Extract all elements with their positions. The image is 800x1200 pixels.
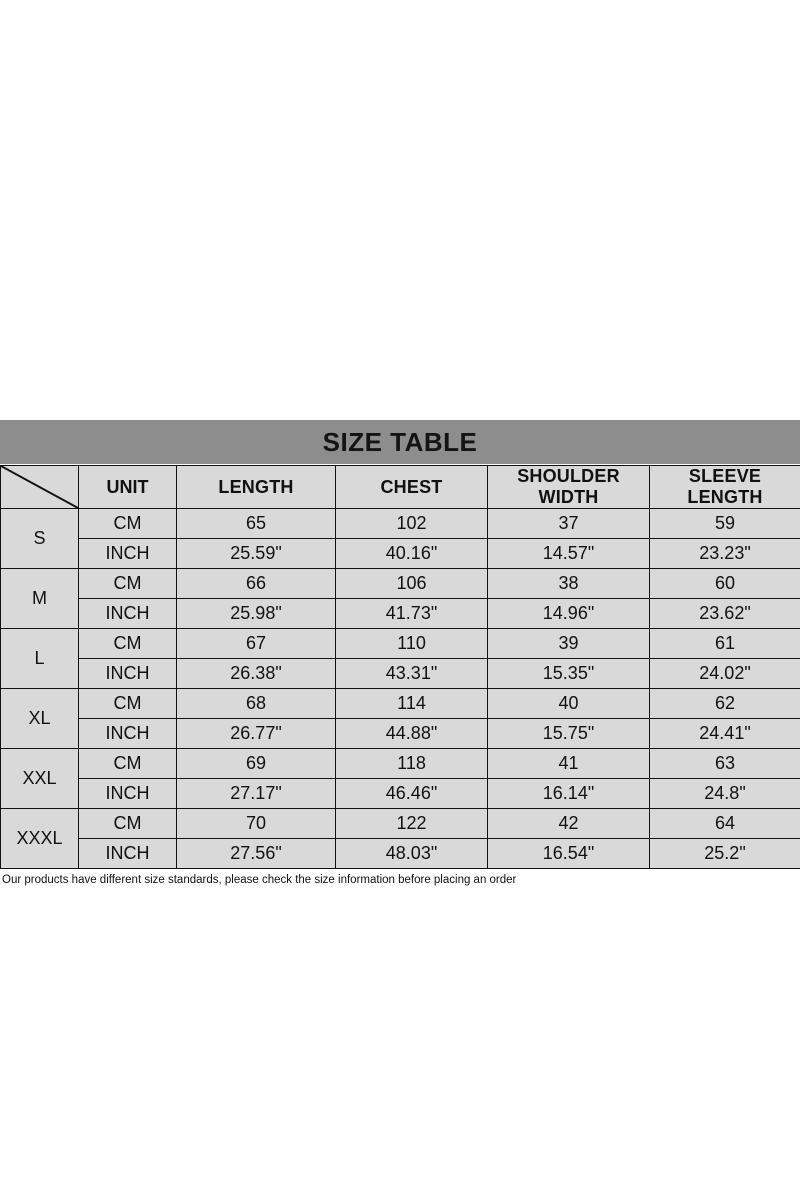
value-length-cm: 68 (177, 689, 336, 719)
value-shoulder-cm: 42 (488, 809, 650, 839)
unit-label-inch: INCH (79, 599, 177, 629)
unit-label-cm: CM (79, 629, 177, 659)
value-chest-cm: 122 (336, 809, 488, 839)
value-length-cm: 65 (177, 509, 336, 539)
table-row (1, 839, 800, 869)
header-sleeve-length: SLEEVE LENGTH (650, 466, 800, 509)
value-sleeve-cm: 63 (650, 749, 800, 779)
value-sleeve-cm: 62 (650, 689, 800, 719)
table-row (1, 599, 800, 629)
value-shoulder-cm: 40 (488, 689, 650, 719)
value-chest-inch: 40.16" (336, 539, 488, 569)
size-table-container (0, 420, 800, 887)
value-sleeve-cm: 59 (650, 509, 800, 539)
size-label: XXXL (1, 809, 79, 869)
value-shoulder-inch: 15.35" (488, 659, 650, 689)
value-shoulder-inch: 16.54" (488, 839, 650, 869)
value-sleeve-inch: 25.2" (650, 839, 800, 869)
value-chest-cm: 114 (336, 689, 488, 719)
value-shoulder-inch: 15.75" (488, 719, 650, 749)
unit-label-inch: INCH (79, 539, 177, 569)
unit-label-inch: INCH (79, 779, 177, 809)
value-sleeve-cm: 61 (650, 629, 800, 659)
value-chest-inch: 44.88" (336, 719, 488, 749)
table-row (1, 539, 800, 569)
value-sleeve-inch: 24.02" (650, 659, 800, 689)
value-shoulder-inch: 14.57" (488, 539, 650, 569)
size-label: XXL (1, 749, 79, 809)
header-length: LENGTH (177, 466, 336, 509)
value-sleeve-inch: 23.23" (650, 539, 800, 569)
value-length-inch: 25.59" (177, 539, 336, 569)
unit-label-inch: INCH (79, 719, 177, 749)
unit-label-cm: CM (79, 749, 177, 779)
value-length-cm: 70 (177, 809, 336, 839)
value-length-inch: 26.38" (177, 659, 336, 689)
value-shoulder-inch: 16.14" (488, 779, 650, 809)
value-chest-cm: 102 (336, 509, 488, 539)
header-unit: UNIT (79, 466, 177, 509)
value-shoulder-cm: 41 (488, 749, 650, 779)
unit-label-cm: CM (79, 569, 177, 599)
value-chest-cm: 110 (336, 629, 488, 659)
value-chest-inch: 48.03" (336, 839, 488, 869)
table-row (1, 809, 800, 839)
value-shoulder-cm: 37 (488, 509, 650, 539)
table-row (1, 719, 800, 749)
table-row (1, 569, 800, 599)
size-label: L (1, 629, 79, 689)
table-row (1, 509, 800, 539)
value-chest-inch: 41.73" (336, 599, 488, 629)
value-length-cm: 67 (177, 629, 336, 659)
unit-label-cm: CM (79, 509, 177, 539)
value-sleeve-inch: 23.62" (650, 599, 800, 629)
value-sleeve-inch: 24.8" (650, 779, 800, 809)
value-chest-cm: 106 (336, 569, 488, 599)
value-length-inch: 25.98" (177, 599, 336, 629)
table-row (1, 659, 800, 689)
value-shoulder-inch: 14.96" (488, 599, 650, 629)
value-shoulder-cm: 38 (488, 569, 650, 599)
value-chest-inch: 46.46" (336, 779, 488, 809)
header-shoulder-width: SHOULDER WIDTH (488, 466, 650, 509)
table-row (1, 629, 800, 659)
diagonal-divider-svg (1, 466, 78, 508)
size-table-title: SIZE TABLE (0, 420, 800, 465)
size-label: S (1, 509, 79, 569)
unit-label-cm: CM (79, 809, 177, 839)
value-length-inch: 26.77" (177, 719, 336, 749)
size-label: M (1, 569, 79, 629)
value-chest-inch: 43.31" (336, 659, 488, 689)
header-chest: CHEST (336, 466, 488, 509)
unit-label-cm: CM (79, 689, 177, 719)
value-length-cm: 69 (177, 749, 336, 779)
value-sleeve-inch: 24.41" (650, 719, 800, 749)
value-length-inch: 27.17" (177, 779, 336, 809)
value-chest-cm: 118 (336, 749, 488, 779)
unit-label-inch: INCH (79, 839, 177, 869)
size-label: XL (1, 689, 79, 749)
table-row (1, 779, 800, 809)
unit-label-inch: INCH (79, 659, 177, 689)
diagonal-divider-icon (1, 466, 79, 509)
size-table-footnote: Our products have different size standards, please check the size information before placing an order (2, 874, 517, 886)
table-row (1, 749, 800, 779)
table-row (1, 689, 800, 719)
value-length-cm: 66 (177, 569, 336, 599)
value-length-inch: 27.56" (177, 839, 336, 869)
table-header-row (1, 466, 800, 509)
value-sleeve-cm: 64 (650, 809, 800, 839)
value-shoulder-cm: 39 (488, 629, 650, 659)
size-table (0, 465, 800, 869)
value-sleeve-cm: 60 (650, 569, 800, 599)
